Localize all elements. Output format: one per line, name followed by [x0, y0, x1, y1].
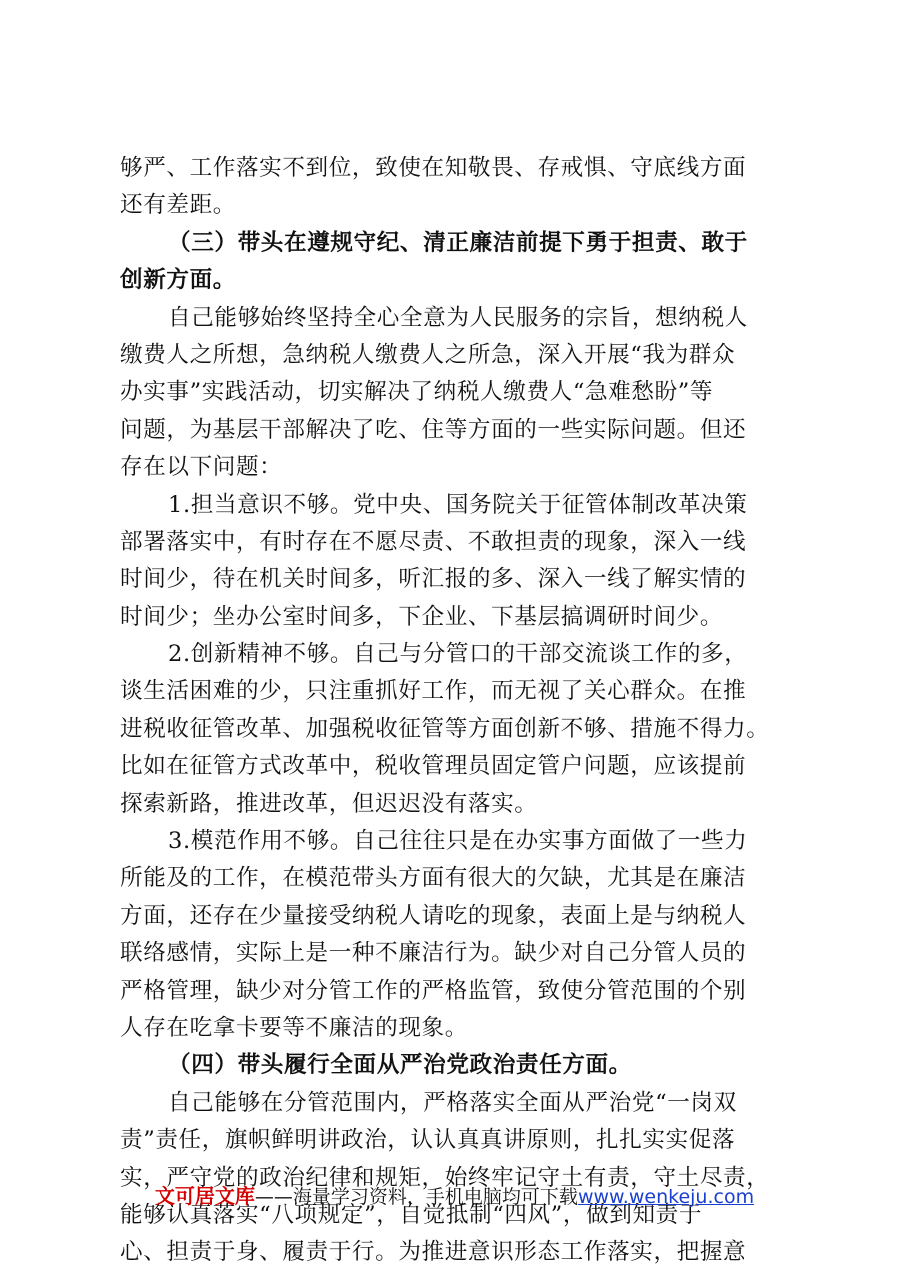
footer-banner [0, 1183, 909, 1210]
paragraph-line: 办实事”实践活动，切实解决了纳税人缴费人“急难愁盼”等 [120, 379, 714, 406]
section-heading-line: （三）带头在遵规守纪、清正廉洁前提下勇于担责、敢于 [168, 229, 748, 256]
paragraph-line: 时间少，待在机关时间多，听汇报的多、深入一线了解实情的 [120, 566, 747, 593]
paragraph-line: 能够认真落实“八项规定”，自觉抵制“四风”，做到知责于 [120, 1201, 703, 1228]
paragraph-line: 严格管理，缺少对分管工作的严格监管，致使分管范围的个别 [120, 977, 747, 1004]
footer-link[interactable]: www.wenkeju.com [577, 1186, 755, 1208]
footer-brand: 文可居文库 [154, 1184, 255, 1208]
paragraph-line: 还有差距。 [120, 192, 236, 219]
paragraph-line: 进税收征管改革、加强税收征管等方面创新不够、措施不得力。 [120, 715, 770, 742]
paragraph-line: 心、担责于身、履责于行。为推进意识形态工作落实，把握意 [120, 1239, 747, 1266]
paragraph-line: 缴费人之所想，急纳税人缴费人之所急，深入开展“我为群众 [120, 341, 736, 368]
paragraph-line: 方面，还存在少量接受纳税人请吃的现象，表面上是与纳税人 [120, 902, 747, 929]
paragraph-line: 够严、工作落实不到位，致使在知敬畏、存戒惧、守底线方面 [120, 155, 747, 181]
footer-slogan: 海量学习资料，手机电脑均可下载 [292, 1186, 578, 1208]
paragraph-line: 存在以下问题： [120, 454, 283, 481]
paragraph-line: 2.创新精神不够。自己与分管口的干部交流谈工作的多， [168, 641, 748, 668]
paragraph-line: 1.担当意识不够。党中央、国务院关于征管体制改革决策 [168, 491, 748, 518]
paragraph-line: 3.模范作用不够。自己往往只是在办实事方面做了一些力 [168, 828, 748, 855]
paragraph-line: 时间少；坐办公室时间多，下企业、下基层搞调研时间少。 [120, 603, 724, 630]
section-heading-line: 创新方面。 [120, 267, 236, 294]
paragraph-line: 联络感情，实际上是一种不廉洁行为。缺少对自己分管人员的 [120, 940, 747, 967]
paragraph-line: 所能及的工作，在模范带头方面有很大的欠缺，尤其是在廉洁 [120, 865, 747, 892]
paragraph-line: 谈生活困难的少，只注重抓好工作，而无视了关心群众。在推 [120, 678, 747, 705]
footer-dash: —— [254, 1186, 293, 1208]
paragraph-line: 比如在征管方式改革中，税收管理员固定管户问题，应该提前 [120, 753, 747, 780]
paragraph-line: 实，严守党的政治纪律和规矩，始终牢记守土有责，守土尽责， [120, 1164, 770, 1191]
paragraph-line: 自己能够始终坚持全心全意为人民服务的宗旨，想纳税人 [168, 304, 748, 331]
paragraph-line: 问题，为基层干部解决了吃、住等方面的一些实际问题。但还 [120, 416, 747, 443]
paragraph-line: 人存在吃拿卡要等不廉洁的现象。 [120, 1014, 468, 1041]
paragraph-line: 自己能够在分管范围内，严格落实全面从严治党“一岗双 [168, 1089, 737, 1116]
paragraph-line: 部署落实中，有时存在不愿尽责、不敢担责的现象，深入一线 [120, 528, 747, 555]
paragraph-line: 探索新路，推进改革，但迟迟没有落实。 [120, 790, 538, 817]
document-body [120, 150, 805, 1272]
section-heading-line: （四）带头履行全面从严治党政治责任方面。 [168, 1052, 632, 1079]
paragraph-line: 责”责任，旗帜鲜明讲政治，认认真真讲原则，扎扎实实促落 [120, 1127, 736, 1154]
